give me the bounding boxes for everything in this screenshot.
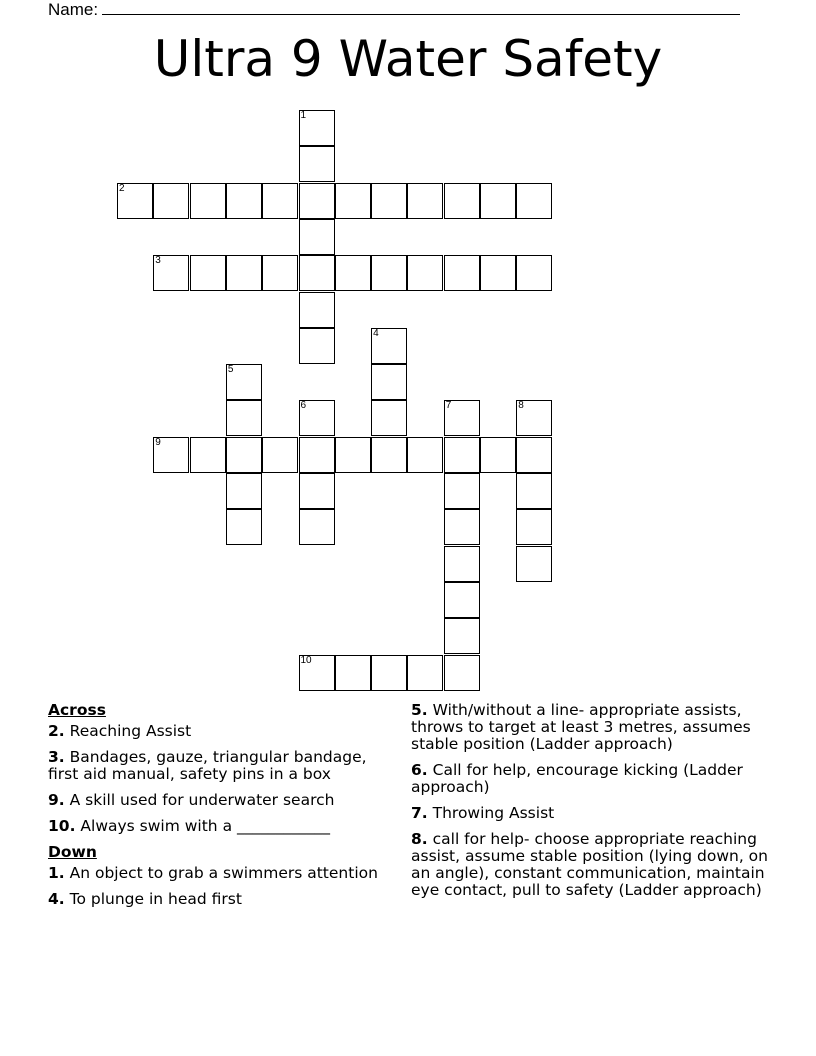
grid-cell[interactable]: [444, 437, 480, 473]
grid-cell[interactable]: [190, 183, 226, 219]
clue-number: 8: [518, 400, 524, 412]
grid-cell[interactable]: [516, 400, 552, 436]
grid-cell[interactable]: [190, 437, 226, 473]
clues-column-left: [48, 702, 393, 917]
grid-cell[interactable]: [444, 255, 480, 291]
grid-cell[interactable]: [516, 255, 552, 291]
clue-down-5: 5. With/without a line- appropriate assists, throws to target at least 3 metres, assumes stable position (Ladder approach): [411, 701, 751, 753]
grid-cell[interactable]: [444, 183, 480, 219]
grid-cell[interactable]: [299, 328, 335, 364]
grid-cell[interactable]: [444, 582, 480, 618]
clue-down-7: 7. Throwing Assist: [411, 804, 555, 822]
page-title: Ultra 9 Water Safety: [153, 30, 663, 88]
clue-number: 7: [445, 400, 452, 412]
grid-cell[interactable]: [117, 183, 153, 219]
clue-across-10: 10. Always swim with a ____________: [48, 817, 330, 835]
grid-cell[interactable]: [444, 509, 480, 545]
name-label: Name:: [48, 0, 99, 19]
clue-across-2: 2. Reaching Assist: [48, 722, 192, 740]
grid-cell[interactable]: [516, 473, 552, 509]
grid-cell[interactable]: [407, 183, 443, 219]
grid-cell[interactable]: [480, 437, 516, 473]
grid-cell[interactable]: [516, 509, 552, 545]
grid-cell[interactable]: [371, 400, 407, 436]
grid-cell[interactable]: [371, 183, 407, 219]
clues-column-right: [411, 702, 771, 908]
grid-cell[interactable]: [299, 219, 335, 255]
clue-number: 5: [227, 364, 234, 376]
grid-cell[interactable]: [516, 546, 552, 582]
grid-cell[interactable]: [516, 437, 552, 473]
clue-across-9: 9. A skill used for underwater search: [48, 791, 335, 809]
grid-cell[interactable]: [407, 655, 443, 691]
grid-cell[interactable]: [444, 655, 480, 691]
grid-cell[interactable]: [226, 364, 262, 400]
grid-cell[interactable]: [299, 183, 335, 219]
grid-cell[interactable]: [153, 183, 189, 219]
clue-number: 4: [373, 327, 379, 339]
grid-cell[interactable]: [299, 473, 335, 509]
grid-cell[interactable]: [262, 183, 298, 219]
grid-cell[interactable]: [335, 655, 371, 691]
grid-cell[interactable]: [407, 255, 443, 291]
grid-cell[interactable]: [226, 509, 262, 545]
grid-cell[interactable]: [516, 183, 552, 219]
grid-cell[interactable]: [444, 400, 480, 436]
clue-number: 6: [300, 400, 307, 412]
grid-cell[interactable]: [262, 255, 298, 291]
clue-number: 10: [300, 654, 312, 666]
grid-cell[interactable]: [480, 255, 516, 291]
grid-cell[interactable]: [335, 437, 371, 473]
grid-cell[interactable]: [407, 437, 443, 473]
grid-cell[interactable]: [299, 509, 335, 545]
grid-cell[interactable]: [226, 473, 262, 509]
clue-number: 9: [155, 436, 161, 448]
grid-cell[interactable]: [153, 255, 189, 291]
grid-cell[interactable]: [299, 437, 335, 473]
clue-number: 1: [300, 110, 307, 121]
grid-cell[interactable]: [226, 255, 262, 291]
grid-cell[interactable]: [444, 546, 480, 582]
grid-cell[interactable]: [444, 473, 480, 509]
grid-cell[interactable]: [371, 328, 407, 364]
grid-cell[interactable]: [226, 400, 262, 436]
grid-cell[interactable]: [371, 655, 407, 691]
grid-cell[interactable]: [480, 183, 516, 219]
across-heading: Across: [48, 701, 106, 719]
clue-down-1: 1. An object to grab a swimmers attention: [48, 864, 378, 882]
grid-cell[interactable]: [335, 183, 371, 219]
grid-cell[interactable]: [299, 292, 335, 328]
down-heading: Down: [48, 843, 97, 861]
clue-down-4: 4. To plunge in head first: [48, 890, 242, 908]
grid-cell[interactable]: [299, 255, 335, 291]
grid-cell[interactable]: [299, 400, 335, 436]
grid-cell[interactable]: [371, 255, 407, 291]
grid-cell[interactable]: [371, 437, 407, 473]
clue-number: 2: [119, 182, 125, 194]
grid-cell[interactable]: [371, 364, 407, 400]
grid-cell[interactable]: [299, 146, 335, 182]
grid-cell[interactable]: [262, 437, 298, 473]
clue-number: 3: [155, 255, 161, 267]
grid-cell[interactable]: [226, 183, 262, 219]
clue-down-6: 6. Call for help, encourage kicking (Ladder approach): [411, 761, 743, 796]
grid-cell[interactable]: [153, 437, 189, 473]
grid-cell[interactable]: [226, 437, 262, 473]
grid-cell[interactable]: [190, 255, 226, 291]
grid-cell[interactable]: [299, 110, 335, 146]
grid-cell[interactable]: [335, 255, 371, 291]
grid-cell[interactable]: [299, 655, 335, 691]
clue-across-3: 3. Bandages, gauze, triangular bandage, first aid manual, safety pins in a box: [48, 748, 367, 783]
grid-cell[interactable]: [444, 618, 480, 654]
clue-down-8: 8. call for help- choose appropriate reaching assist, assume stable position (lying down, on an angle), constant communication, maintain eye contact, pull to safety (Ladder approach): [411, 830, 768, 899]
